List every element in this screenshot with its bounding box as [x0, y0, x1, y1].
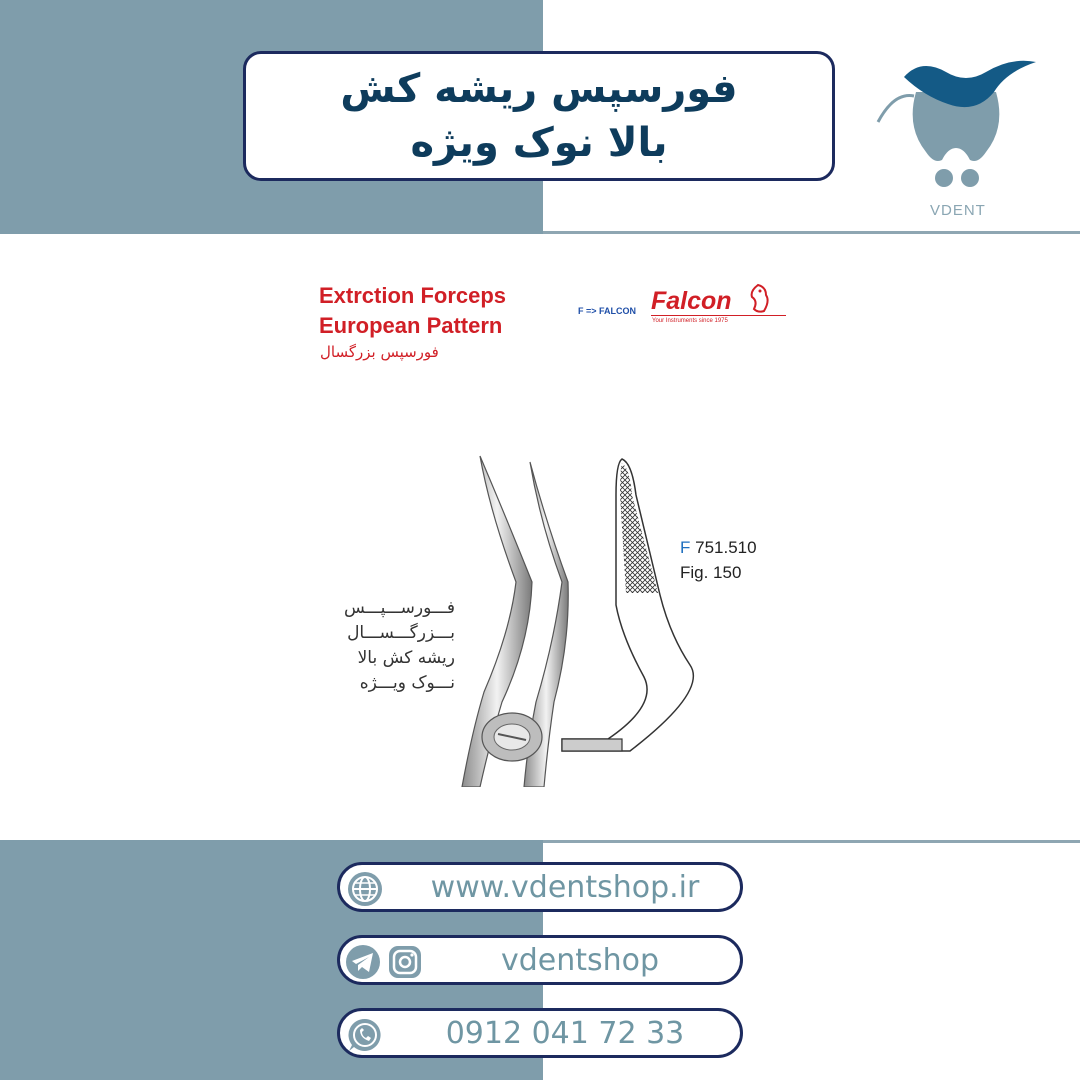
falcon-tagline: Your Instruments since 1975 [652, 318, 728, 324]
website-pill[interactable] [337, 862, 743, 912]
description-line-2: بـــزرگـــســـال [347, 623, 455, 643]
falcon-logo-rule [651, 315, 786, 316]
globe-icon [346, 870, 384, 908]
social-pill[interactable] [337, 935, 743, 985]
whatsapp-icon [346, 1016, 384, 1054]
product-code-prefix: F [680, 538, 691, 557]
phone-number[interactable]: 0912 041 72 33 [445, 1015, 685, 1051]
falcon-bird-icon [746, 283, 772, 315]
product-code [680, 538, 757, 558]
header-divider [543, 231, 1080, 234]
vdent-logo-text: VDENT [930, 202, 986, 219]
footer-divider [543, 840, 1080, 843]
catalog-title-1: Extrction Forceps [319, 283, 507, 308]
social-handle[interactable]: vdentshop [500, 942, 660, 978]
description-line-1: فـــورســـپـــس [344, 598, 455, 618]
title-line-1: فورسپس ریشه کش [340, 66, 738, 112]
instagram-icon[interactable] [386, 943, 424, 981]
title-box [243, 51, 835, 181]
figure-number: Fig. 150 [680, 563, 742, 582]
product-code-number: 751.510 [695, 538, 757, 557]
catalog-title-2: European Pattern [319, 313, 503, 338]
telegram-icon[interactable] [344, 943, 382, 981]
falcon-logo-text: Falcon [651, 287, 732, 315]
beak-profile-diagram [560, 455, 710, 755]
phone-pill[interactable] [337, 1008, 743, 1058]
description-line-3: ریشه کش بالا [357, 648, 455, 668]
catalog-subtitle-fa: فورسپس بزرگسال [320, 343, 439, 361]
description-line-4: نـــوک ویـــژه [359, 673, 455, 693]
title-line-2: بالا نوک ویژه [410, 120, 668, 166]
forceps-image [450, 452, 570, 787]
website-link[interactable]: www.vdentshop.ir [430, 869, 700, 905]
brand-ref: F => FALCON [578, 306, 637, 316]
vdent-logo-icon [876, 52, 1041, 197]
